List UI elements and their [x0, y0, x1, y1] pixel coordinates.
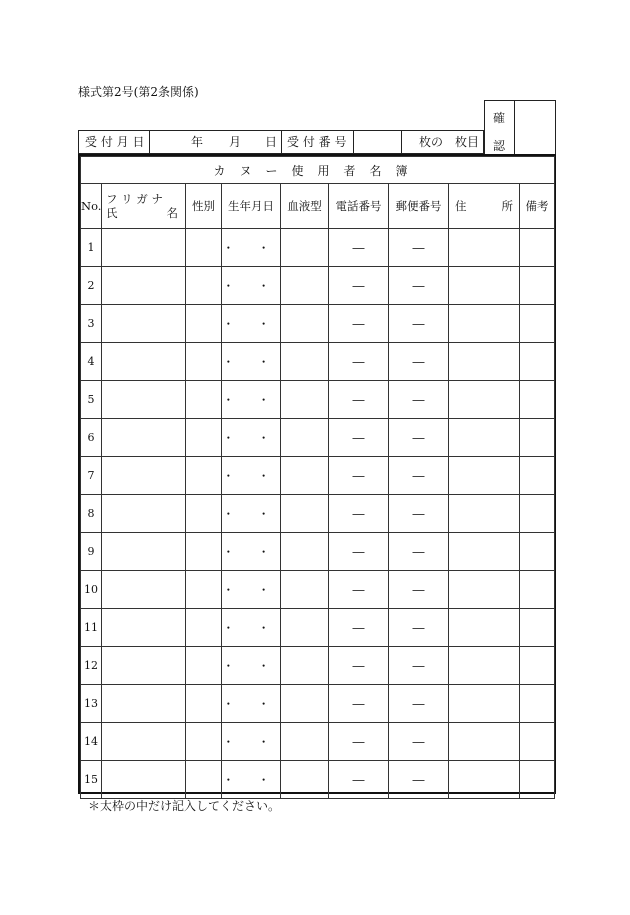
- table-row: [81, 419, 555, 457]
- row-number: 11: [81, 609, 102, 647]
- name-field[interactable]: [102, 267, 186, 305]
- blood-type-field[interactable]: [281, 457, 329, 495]
- table-row: [81, 647, 555, 685]
- postal-field[interactable]: ―: [389, 571, 449, 609]
- gender-field[interactable]: [186, 381, 222, 419]
- gender-field[interactable]: [186, 343, 222, 381]
- remarks-field[interactable]: [520, 533, 555, 571]
- blood-type-field[interactable]: [281, 305, 329, 343]
- confirmation-box: [484, 100, 556, 154]
- birthdate-field[interactable]: ・ ・: [222, 647, 281, 685]
- remarks-field[interactable]: [520, 723, 555, 761]
- remarks-field[interactable]: [520, 229, 555, 267]
- gender-field[interactable]: [186, 685, 222, 723]
- blood-type-field[interactable]: [281, 267, 329, 305]
- address-field[interactable]: [449, 381, 520, 419]
- col-gender: 性別: [186, 184, 222, 229]
- remarks-field[interactable]: [520, 381, 555, 419]
- row-number: 7: [81, 457, 102, 495]
- gender-field[interactable]: [186, 495, 222, 533]
- birthdate-field[interactable]: ・ ・: [222, 723, 281, 761]
- gender-field[interactable]: [186, 571, 222, 609]
- address-field[interactable]: [449, 761, 520, 799]
- remarks-field[interactable]: [520, 609, 555, 647]
- postal-field[interactable]: ―: [389, 305, 449, 343]
- postal-field[interactable]: ―: [389, 609, 449, 647]
- birthdate-field[interactable]: ・ ・: [222, 761, 281, 799]
- postal-field[interactable]: ―: [389, 761, 449, 799]
- birthdate-field[interactable]: ・ ・: [222, 495, 281, 533]
- row-number: 13: [81, 685, 102, 723]
- address-field[interactable]: [449, 685, 520, 723]
- phone-field[interactable]: ―: [329, 419, 389, 457]
- header-area: [78, 100, 556, 154]
- remarks-field[interactable]: [520, 761, 555, 799]
- postal-field[interactable]: ―: [389, 723, 449, 761]
- name-field[interactable]: [102, 533, 186, 571]
- table-row: [81, 229, 555, 267]
- table-header-row: [81, 184, 555, 229]
- table-row: [81, 609, 555, 647]
- phone-field[interactable]: ―: [329, 761, 389, 799]
- row-number: 4: [81, 343, 102, 381]
- row-number: 12: [81, 647, 102, 685]
- address-field[interactable]: [449, 609, 520, 647]
- gender-field[interactable]: [186, 609, 222, 647]
- phone-field[interactable]: ―: [329, 457, 389, 495]
- gender-field[interactable]: [186, 305, 222, 343]
- name-field[interactable]: [102, 229, 186, 267]
- canoe-user-register: [78, 154, 556, 794]
- birthdate-field[interactable]: ・ ・: [222, 571, 281, 609]
- phone-field[interactable]: ―: [329, 381, 389, 419]
- sheet-total-label: 枚の: [419, 135, 444, 149]
- name-field[interactable]: [102, 723, 186, 761]
- row-number: 3: [81, 305, 102, 343]
- gender-field[interactable]: [186, 457, 222, 495]
- name-left-label: 氏: [106, 206, 118, 220]
- birthdate-field[interactable]: ・ ・: [222, 343, 281, 381]
- birthdate-field[interactable]: ・ ・: [222, 457, 281, 495]
- row-number: 15: [81, 761, 102, 799]
- address-left-label: 住: [455, 199, 467, 213]
- month-label: 月: [229, 135, 242, 149]
- birthdate-field[interactable]: ・ ・: [222, 305, 281, 343]
- phone-field[interactable]: ―: [329, 343, 389, 381]
- gender-field[interactable]: [186, 267, 222, 305]
- address-field[interactable]: [449, 457, 520, 495]
- address-field[interactable]: [449, 305, 520, 343]
- gender-field[interactable]: [186, 419, 222, 457]
- table-row: [81, 457, 555, 495]
- table-row: [81, 571, 555, 609]
- blood-type-field[interactable]: [281, 571, 329, 609]
- name-field[interactable]: [102, 419, 186, 457]
- furigana-label: フ リ ガ ナ: [106, 192, 163, 206]
- name-field[interactable]: [102, 609, 186, 647]
- year-label: 年: [191, 135, 204, 149]
- blood-type-field[interactable]: [281, 647, 329, 685]
- birthdate-field[interactable]: ・ ・: [222, 419, 281, 457]
- postal-field[interactable]: ―: [389, 419, 449, 457]
- table-row: [81, 381, 555, 419]
- address-field[interactable]: [449, 533, 520, 571]
- name-field[interactable]: [102, 457, 186, 495]
- row-number: 1: [81, 229, 102, 267]
- postal-field[interactable]: ―: [389, 495, 449, 533]
- col-address: [449, 184, 520, 229]
- blood-type-field[interactable]: [281, 761, 329, 799]
- footnote: ＊太枠の中だけ記入してください。: [88, 799, 281, 813]
- table-row: [81, 495, 555, 533]
- name-field[interactable]: [102, 685, 186, 723]
- address-field[interactable]: [449, 343, 520, 381]
- postal-field[interactable]: ―: [389, 267, 449, 305]
- received-number-label: 受 付 番 号: [287, 135, 347, 149]
- blood-type-field[interactable]: [281, 533, 329, 571]
- table-row: [81, 761, 555, 799]
- col-birthdate: 生年月日: [222, 184, 281, 229]
- phone-field[interactable]: ―: [329, 495, 389, 533]
- col-postal: 郵便番号: [389, 184, 449, 229]
- birthdate-field[interactable]: ・ ・: [222, 609, 281, 647]
- blood-type-field[interactable]: [281, 685, 329, 723]
- table-row: [81, 533, 555, 571]
- blood-type-field[interactable]: [281, 229, 329, 267]
- row-number: 8: [81, 495, 102, 533]
- reception-row: [78, 130, 484, 154]
- table-title: カヌー使用者名簿: [81, 157, 555, 184]
- remarks-field[interactable]: [520, 419, 555, 457]
- remarks-field[interactable]: [520, 495, 555, 533]
- remarks-field[interactable]: [520, 267, 555, 305]
- address-field[interactable]: [449, 229, 520, 267]
- gender-field[interactable]: [186, 647, 222, 685]
- blood-type-field[interactable]: [281, 495, 329, 533]
- address-field[interactable]: [449, 419, 520, 457]
- remarks-field[interactable]: [520, 343, 555, 381]
- name-field[interactable]: [102, 305, 186, 343]
- birthdate-field[interactable]: ・ ・: [222, 229, 281, 267]
- postal-field[interactable]: ―: [389, 229, 449, 267]
- table-row: [81, 685, 555, 723]
- blood-type-field[interactable]: [281, 419, 329, 457]
- col-blood-type: 血液型: [281, 184, 329, 229]
- remarks-field[interactable]: [520, 685, 555, 723]
- row-number: 5: [81, 381, 102, 419]
- phone-field[interactable]: ―: [329, 647, 389, 685]
- row-number: 6: [81, 419, 102, 457]
- gender-field[interactable]: [186, 761, 222, 799]
- remarks-field[interactable]: [520, 305, 555, 343]
- col-phone: 電話番号: [329, 184, 389, 229]
- blood-type-field[interactable]: [281, 381, 329, 419]
- table-row: [81, 723, 555, 761]
- blood-type-field[interactable]: [281, 609, 329, 647]
- address-field[interactable]: [449, 495, 520, 533]
- postal-field[interactable]: ―: [389, 533, 449, 571]
- address-field[interactable]: [449, 647, 520, 685]
- birthdate-field[interactable]: ・ ・: [222, 267, 281, 305]
- postal-field[interactable]: ―: [389, 685, 449, 723]
- row-number: 9: [81, 533, 102, 571]
- sheet-number-label: 枚目: [455, 135, 480, 149]
- postal-field[interactable]: ―: [389, 647, 449, 685]
- name-field[interactable]: [102, 343, 186, 381]
- name-right-label: 名: [166, 206, 178, 220]
- address-field[interactable]: [449, 571, 520, 609]
- row-number: 2: [81, 267, 102, 305]
- address-right-label: 所: [501, 199, 513, 213]
- name-field[interactable]: [102, 647, 186, 685]
- postal-field[interactable]: ―: [389, 457, 449, 495]
- blood-type-field[interactable]: [281, 343, 329, 381]
- received-date-label: 受 付 月 日: [85, 135, 145, 149]
- phone-field[interactable]: ―: [329, 533, 389, 571]
- phone-field[interactable]: ―: [329, 229, 389, 267]
- postal-field[interactable]: ―: [389, 381, 449, 419]
- gender-field[interactable]: [186, 723, 222, 761]
- blood-type-field[interactable]: [281, 723, 329, 761]
- remarks-field[interactable]: [520, 571, 555, 609]
- phone-field[interactable]: ―: [329, 685, 389, 723]
- phone-field[interactable]: ―: [329, 305, 389, 343]
- row-number: 10: [81, 571, 102, 609]
- form-number-label: 様式第2号(第2条関係): [78, 85, 199, 99]
- address-field[interactable]: [449, 267, 520, 305]
- postal-field[interactable]: ―: [389, 343, 449, 381]
- address-field[interactable]: [449, 723, 520, 761]
- phone-field[interactable]: ―: [329, 267, 389, 305]
- name-field[interactable]: [102, 571, 186, 609]
- remarks-field[interactable]: [520, 647, 555, 685]
- remarks-field[interactable]: [520, 457, 555, 495]
- phone-field[interactable]: ―: [329, 571, 389, 609]
- birthdate-field[interactable]: ・ ・: [222, 381, 281, 419]
- gender-field[interactable]: [186, 229, 222, 267]
- col-name: [102, 184, 186, 229]
- birthdate-field[interactable]: ・ ・: [222, 533, 281, 571]
- gender-field[interactable]: [186, 533, 222, 571]
- name-field[interactable]: [102, 381, 186, 419]
- register-table: [80, 156, 555, 799]
- birthdate-field[interactable]: ・ ・: [222, 685, 281, 723]
- row-number: 14: [81, 723, 102, 761]
- phone-field[interactable]: ―: [329, 723, 389, 761]
- name-field[interactable]: [102, 495, 186, 533]
- table-row: [81, 267, 555, 305]
- confirm-label: 確認: [492, 111, 505, 153]
- table-row: [81, 305, 555, 343]
- day-label: 日: [265, 135, 278, 149]
- phone-field[interactable]: ―: [329, 609, 389, 647]
- name-field[interactable]: [102, 761, 186, 799]
- table-row: [81, 343, 555, 381]
- col-no: No.: [81, 184, 102, 229]
- col-remarks: 備考: [520, 184, 555, 229]
